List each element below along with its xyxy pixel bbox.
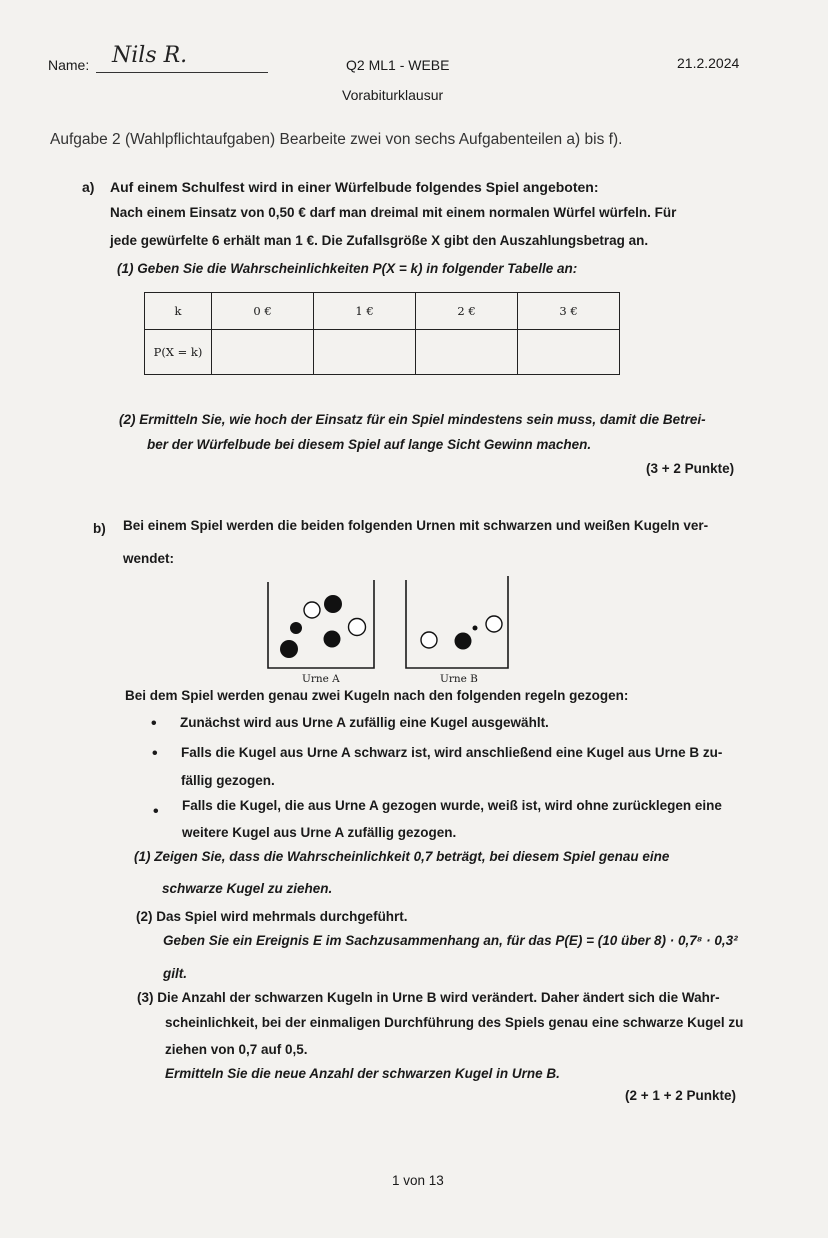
part-b-sub1-line1: (1) Zeigen Sie, dass die Wahrscheinlichkeit 0,7 beträgt, bei diesem Spiel genau eine	[134, 849, 670, 864]
task-title: Aufgabe 2 (Wahlpflichtaufgaben) Bearbeite zwei von sechs Aufgabenteilen a) bis f).	[50, 131, 623, 148]
white-ball	[421, 632, 437, 648]
table-cell	[314, 330, 416, 375]
part-b-sub2-line2: Geben Sie ein Ereignis E im Sachzusammenhang an, für das P(E) = (10 über 8) · 0,7⁸ · 0,3²	[163, 933, 738, 948]
part-b-marker: b)	[93, 521, 106, 536]
table-header-cell: 0 €	[212, 293, 314, 330]
part-b-line1: Bei einem Spiel werden die beiden folgenden Urnen mit schwarzen und weißen Kugeln ver-	[123, 518, 709, 533]
part-a-marker: a)	[82, 179, 95, 195]
urn-a-label: Urne A	[302, 673, 340, 685]
part-a-line1: Auf einem Schulfest wird in einer Würfelbude folgendes Spiel angeboten:	[110, 179, 599, 195]
part-b-sub1-line2: schwarze Kugel zu ziehen.	[162, 881, 333, 896]
part-b-points: (2 + 1 + 2 Punkte)	[625, 1088, 737, 1103]
part-a-sub2-line1: (2) Ermitteln Sie, wie hoch der Einsatz für ein Spiel mindestens sein muss, damit die Betrei-	[119, 412, 706, 427]
part-b-sub2-line3: gilt.	[163, 966, 187, 981]
urn-b-label: Urne B	[440, 673, 478, 685]
table-header-cell: 2 €	[416, 293, 518, 330]
part-b-sub3-line4: Ermitteln Sie die neue Anzahl der schwarzen Kugel in Urne B.	[165, 1066, 560, 1081]
part-a-sub2-line2: ber der Würfelbude bei diesem Spiel auf lange Sicht Gewinn machen.	[147, 437, 592, 452]
exam-date: 21.2.2024	[677, 55, 740, 71]
bullet-dot: •	[151, 715, 157, 732]
black-ball	[290, 622, 302, 634]
part-a-points: (3 + 2 Punkte)	[646, 461, 735, 476]
rule-2-line2: fällig gezogen.	[181, 773, 275, 788]
bullet-dot: •	[152, 745, 158, 762]
part-b-line2: wendet:	[123, 551, 175, 566]
student-signature: Nils R.	[112, 43, 188, 68]
probability-table	[144, 292, 620, 375]
table-header-cell: k	[145, 293, 212, 330]
table-cell	[212, 330, 314, 375]
table-row-label: P(X = k)	[145, 330, 212, 375]
white-ball	[486, 616, 502, 632]
table-cell	[416, 330, 518, 375]
table-header-cell: 1 €	[314, 293, 416, 330]
bullet-dot: •	[153, 803, 159, 820]
rule-3-line2: weitere Kugel aus Urne A zufällig gezogen.	[182, 825, 457, 840]
part-b-sub3-line1: (3) Die Anzahl der schwarzen Kugeln in Urne B wird verändert. Daher ändert sich die Wahr-	[137, 990, 720, 1005]
name-line	[96, 72, 268, 73]
white-ball	[349, 619, 366, 636]
urn-diagram	[262, 572, 522, 690]
part-b-sub3-line3: ziehen von 0,7 auf 0,5.	[165, 1042, 308, 1057]
part-a-line3: jede gewürfelte 6 erhält man 1 €. Die Zufallsgröße X gibt den Auszahlungsbetrag an.	[110, 233, 649, 248]
part-b-sub2-line1: (2) Das Spiel wird mehrmals durchgeführt.	[136, 909, 408, 924]
black-ball	[280, 640, 298, 658]
black-ball	[455, 633, 472, 650]
rule-3-line1: Falls die Kugel, die aus Urne A gezogen wurde, weiß ist, wird ohne zurücklegen eine	[182, 798, 722, 813]
course-code: Q2 ML1 - WEBE	[346, 57, 450, 73]
black-ball	[473, 626, 478, 631]
part-b-sub3-line2: scheinlichkeit, bei der einmaligen Durchführung des Spiels genau eine schwarze Kugel zu	[165, 1015, 744, 1030]
table-header-row	[145, 293, 620, 330]
exam-type: Vorabiturklausur	[342, 87, 444, 103]
black-ball	[324, 595, 342, 613]
black-ball	[324, 631, 341, 648]
rule-1: Zunächst wird aus Urne A zufällig eine Kugel ausgewählt.	[180, 715, 549, 730]
part-a-line2: Nach einem Einsatz von 0,50 € darf man dreimal mit einem normalen Würfel würfeln. Für	[110, 205, 677, 220]
part-a-sub1: (1) Geben Sie die Wahrscheinlichkeiten P(X = k) in folgender Tabelle an:	[117, 261, 578, 276]
name-label: Name:	[48, 57, 90, 73]
table-row	[145, 330, 620, 375]
table-header-cell: 3 €	[518, 293, 620, 330]
page-number: 1 von 13	[392, 1173, 444, 1188]
urn-a	[268, 580, 374, 685]
rules-intro: Bei dem Spiel werden genau zwei Kugeln nach den folgenden regeln gezogen:	[125, 688, 629, 703]
white-ball	[304, 602, 320, 618]
urn-b	[406, 576, 508, 685]
table-cell	[518, 330, 620, 375]
rule-2-line1: Falls die Kugel aus Urne A schwarz ist, wird anschließend eine Kugel aus Urne B zu-	[181, 745, 723, 760]
